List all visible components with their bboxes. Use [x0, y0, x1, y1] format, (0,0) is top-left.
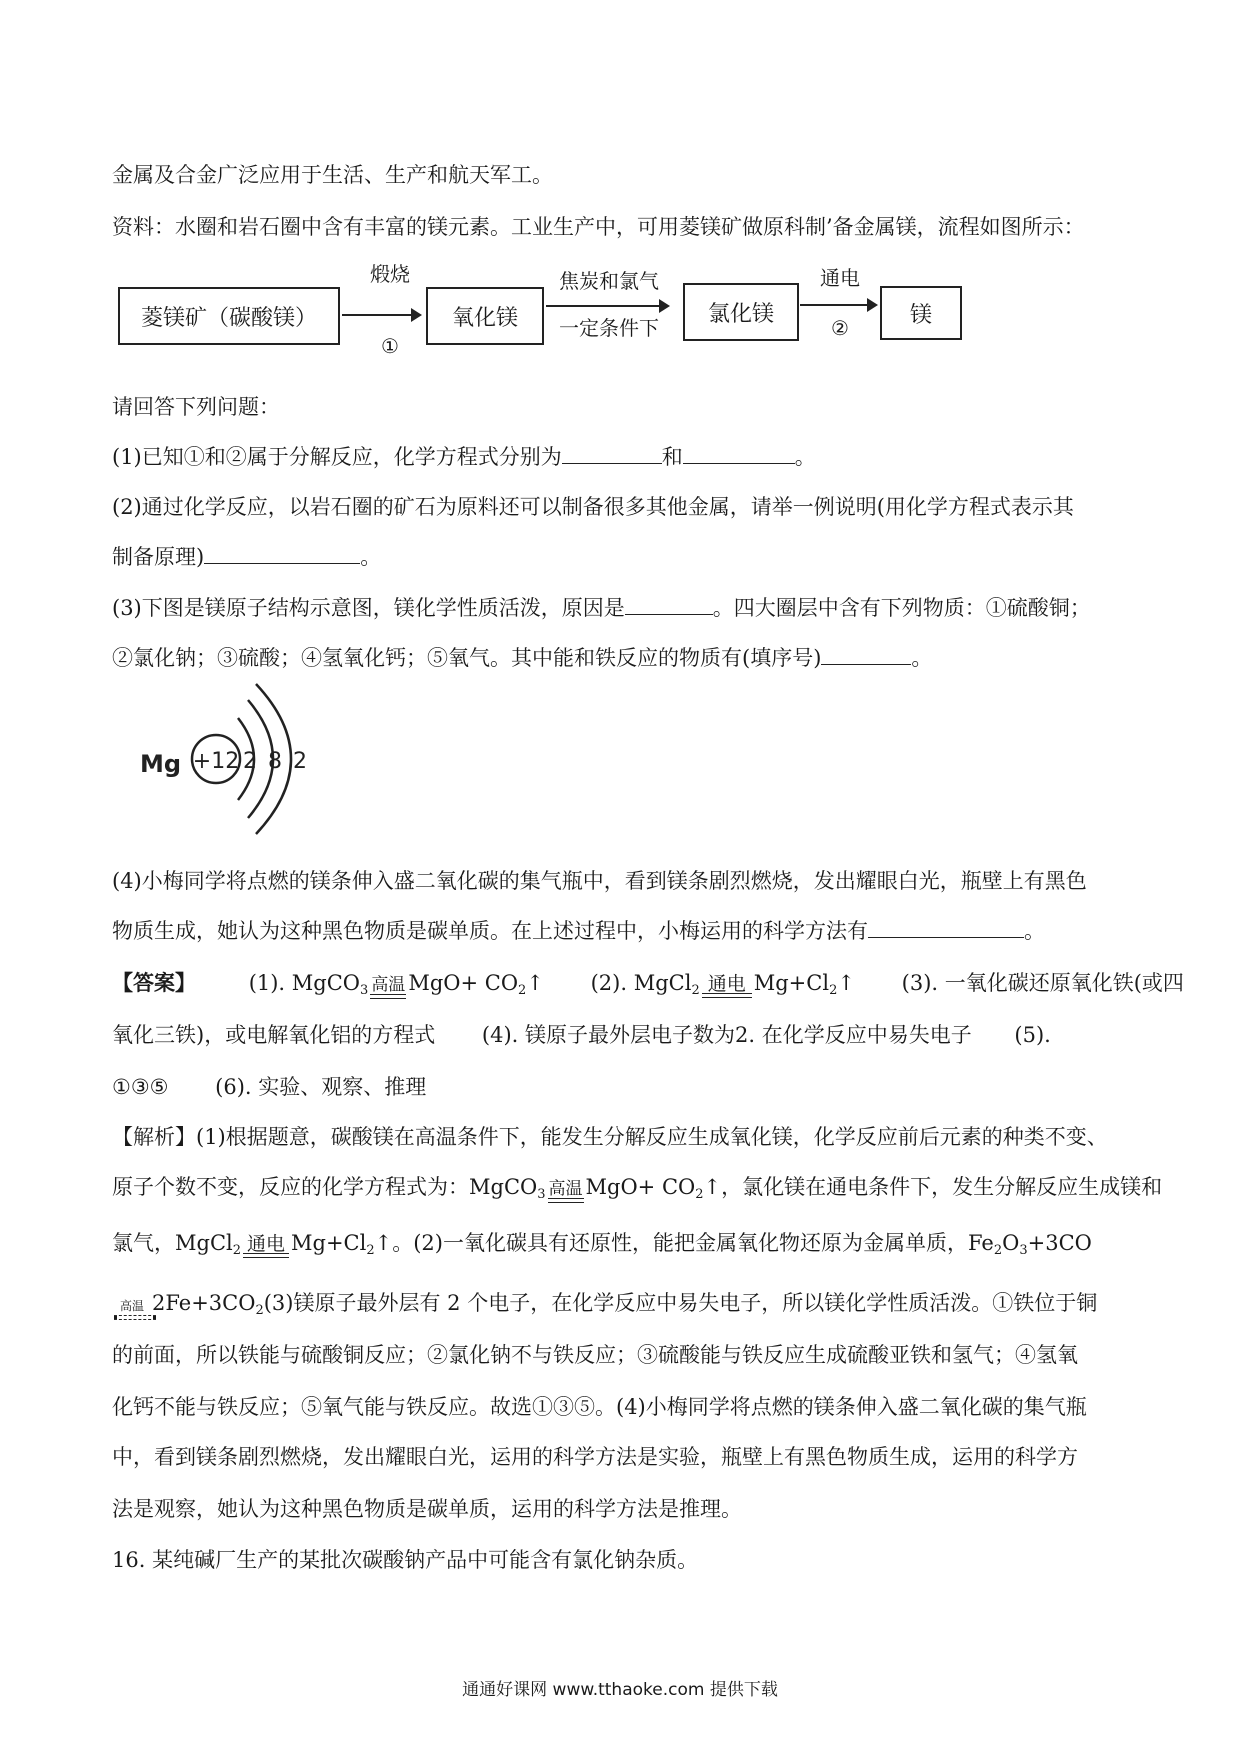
q3-text-c: ②氯化钠；③硫酸；④氢氧化钙；⑤氧气。其中能和铁反应的物质有(填序号) — [112, 646, 822, 670]
question-3-line1 — [112, 593, 1091, 623]
analysis-line1: 【解析】(1)根据题意，碳酸镁在高温条件下，能发生分解反应生成氧化镁，化学反应前后元素的种类不变、 — [112, 1125, 1108, 1149]
analysis-line3-sub2: 2 — [366, 1243, 375, 1258]
q1-text-c: 。 — [794, 445, 816, 469]
answer-2-num: (2). — [590, 971, 628, 995]
analysis-line3-sub: 2 — [232, 1243, 242, 1258]
analysis-line3-sub3: 2 — [993, 1243, 1003, 1258]
answer-line3-a: ①③⑤ — [112, 1075, 169, 1099]
q1-text-b: 和 — [661, 445, 683, 469]
material-text: 资料：水圈和岩石圈中含有丰富的镁元素。工业生产中，可用菱镁矿做原科制’备金属镁，流程如图所示： — [112, 215, 1085, 239]
analysis-line4-a: 2Fe+3CO — [152, 1291, 256, 1315]
q4-text-b: 。 — [1024, 919, 1045, 943]
answer-2-right: Mg+Cl — [753, 971, 830, 995]
analysis-line4-b: (3)镁原子最外层有 2 个电子，在化学反应中易失电子，所以镁化学性质活泼。①铁位于铜 — [263, 1291, 1098, 1315]
answer-1-left: MgCO — [291, 971, 361, 995]
mg-atom-diagram — [130, 680, 330, 850]
analysis-line3-sub4: 3 — [1019, 1243, 1028, 1258]
analysis-line2-a: 原子个数不变，反应的化学方程式为：MgCO — [112, 1175, 538, 1199]
analysis-line6: 化钙不能与铁反应；⑤氧气能与铁反应。故选①③⑤。(4)小梅同学将点燃的镁条伸入盛二氧化碳的集气瓶 — [112, 1395, 1087, 1419]
flow-box-mgo: 氧化镁 — [426, 287, 544, 345]
flow-arrow2-bottom-label: 一定条件下 — [559, 316, 659, 340]
shell-electrons-1: 2 — [243, 749, 257, 774]
analysis-line2 — [112, 1172, 1162, 1210]
question-2-line1: (2)通过化学反应，以岩石圈的矿石为原料还可以制备很多其他金属，请举一例说明(用化学方程式表示其 — [112, 495, 1074, 519]
flow-box-magnesite: 菱镁矿（碳酸镁） — [118, 287, 340, 345]
flow-box-mgcl2: 氯化镁 — [683, 283, 799, 341]
answer-line2-a: 氧化三铁)，或电解氧化铝的方程式 — [112, 1023, 436, 1047]
analysis-line3-e: +3CO — [1027, 1231, 1092, 1255]
analysis-line2-sub: 3 — [537, 1187, 546, 1202]
q3-text-b: 。四大圈层中含有下列物质：①硫酸铜； — [712, 596, 1091, 620]
page-footer[interactable]: 通通好课网 www.tthaoke.com 提供下载 — [462, 1680, 778, 1700]
q2-text-a: 制备原理) — [112, 545, 205, 569]
analysis-line2-cond: 高温 — [548, 1179, 583, 1199]
shell-electrons-3: 2 — [293, 749, 307, 774]
intro-text: 金属及合金广泛应用于生活、生产和航天军工。 — [112, 163, 553, 187]
q4-text-a: 物质生成，她认为这种黑色物质是碳单质。在上述过程中，小梅运用的科学方法有 — [112, 919, 868, 943]
analysis-line7: 中，看到镁条剧烈燃烧，发出耀眼白光，运用的科学方法是实验，瓶壁上有黑色物质生成，运用的科学方 — [112, 1445, 1078, 1469]
q3-text-d: 。 — [911, 646, 933, 670]
answer-1-num: (1). — [248, 971, 286, 995]
answer-2-up: ↑ — [837, 971, 855, 995]
prompt-text: 请回答下列问题： — [112, 395, 280, 419]
analysis-line4 — [112, 1288, 1097, 1326]
analysis-line4-sub: 2 — [255, 1303, 264, 1318]
q3-text-a: (3)下图是镁原子结构示意图，镁化学性质活泼，原因是 — [112, 596, 625, 620]
q1-blank-1[interactable] — [562, 443, 662, 464]
flow-arrow3-bottom-label: ② — [831, 316, 849, 340]
question-16: 16. 某纯碱厂生产的某批次碳酸钠产品中可能含有氯化钠杂质。 — [112, 1548, 699, 1572]
question-4-line2 — [112, 916, 1045, 946]
q2-text-b: 。 — [360, 545, 382, 569]
answer-line2-b: (4). 镁原子最外层电子数为2. 在化学反应中易失电子 — [481, 1023, 972, 1047]
answer-2-sub2: 2 — [829, 983, 838, 998]
question-3-line2 — [112, 643, 932, 673]
answer-label: 【答案】 — [112, 970, 196, 995]
flow-arrow-3 — [800, 304, 876, 306]
analysis-line8: 法是观察，她认为这种黑色物质是碳单质，运用的科学方法是推理。 — [112, 1497, 742, 1521]
answer-1-sub2: 2 — [518, 983, 527, 998]
q3-blank-2[interactable] — [821, 644, 911, 665]
answer-line2-c: (5). — [1014, 1023, 1051, 1047]
answer-3: (3). 一氧化碳还原氧化铁(或四 — [901, 971, 1184, 995]
answer-2-sub: 2 — [691, 983, 700, 998]
answer-line3 — [112, 1072, 426, 1102]
q1-blank-2[interactable] — [683, 443, 795, 464]
answer-1-up: ↑ — [526, 971, 544, 995]
question-2-line2 — [112, 542, 381, 572]
analysis-line2-b: MgO+ CO — [585, 1175, 696, 1199]
atom-structure-svg — [130, 680, 330, 850]
analysis-line4-cond: 高温 — [119, 1299, 144, 1313]
analysis-line5: 的前面，所以铁能与硫酸铜反应；②氯化钠不与铁反应；③硫酸能与铁反应生成硫酸亚铁和氢气；④氢氧 — [112, 1343, 1078, 1367]
question-1 — [112, 442, 816, 472]
analysis-line2-sub2: 2 — [695, 1187, 704, 1202]
flow-box-mg: 镁 — [880, 286, 962, 340]
analysis-line2-c: ↑，氯化镁在通电条件下，发生分解反应生成镁和 — [703, 1175, 1163, 1199]
answer-line3-b: (6). 实验、观察、推理 — [215, 1075, 427, 1099]
answer-2-cond: 通电 — [707, 973, 746, 995]
analysis-line3 — [112, 1228, 1092, 1266]
q4-blank[interactable] — [868, 917, 1024, 938]
atom-symbol: Mg — [140, 750, 182, 778]
flow-arrow2-top-label: 焦炭和氯气 — [559, 269, 659, 293]
analysis-line3-d: O — [1002, 1231, 1020, 1255]
analysis-line3-b: Mg+Cl — [291, 1231, 367, 1255]
answer-1-cond: 高温 — [371, 975, 406, 995]
q1-text-a: (1)已知①和②属于分解反应，化学方程式分别为 — [112, 445, 562, 469]
answer-line2 — [112, 1020, 1051, 1050]
answer-1-right: MgO+ CO — [408, 971, 519, 995]
answer-line1 — [112, 968, 1184, 1006]
flow-arrow3-top-label: 通电 — [820, 266, 860, 290]
analysis-line3-a: 氯气，MgCl — [112, 1231, 233, 1255]
flow-arrow1-bottom-label: ① — [381, 334, 399, 358]
shell-electrons-2: 8 — [268, 749, 282, 774]
analysis-line3-cond: 通电 — [247, 1233, 286, 1255]
question-4-line1: (4)小梅同学将点燃的镁条伸入盛二氧化碳的集气瓶中，看到镁条剧烈燃烧，发出耀眼白光，瓶壁上有黑色 — [112, 869, 1087, 893]
flow-arrow1-top-label: 煅烧 — [370, 262, 410, 286]
q2-blank[interactable] — [204, 543, 360, 564]
answer-2-left: MgCl — [633, 971, 692, 995]
analysis-line3-c: ↑。(2)一氧化碳具有还原性，能把金属氧化物还原为金属单质，Fe — [374, 1231, 994, 1255]
flow-arrow-2 — [546, 305, 668, 307]
nucleus-charge: +12 — [192, 749, 240, 774]
flow-arrow-1 — [342, 314, 420, 316]
q3-blank-1[interactable] — [625, 594, 713, 615]
answer-1-sub: 3 — [360, 983, 369, 998]
